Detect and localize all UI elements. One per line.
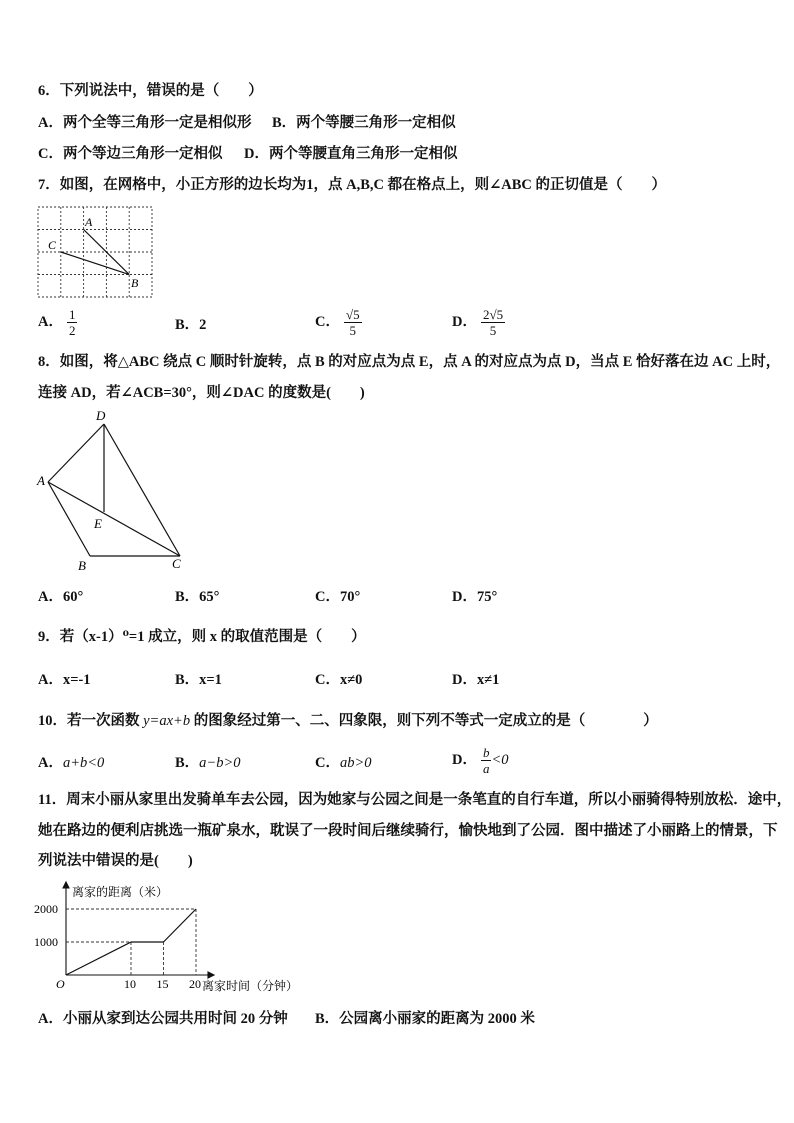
q9-option-d: D．x≠1 bbox=[452, 672, 500, 688]
q8-option-a: A．60° bbox=[38, 589, 84, 605]
xtick-label-10: 10 bbox=[124, 977, 136, 991]
q8-stem-line2: 连接 AD，若∠ACB=30°，则∠DAC 的度数是( ) bbox=[38, 385, 365, 401]
q6-stem: 6．下列说法中，错误的是（ ） bbox=[38, 83, 263, 99]
q8-stem-line1: 8．如图，将△ABC 绕点 C 顺时针旋转，点 B 的对应点为点 E，点 A 的对应点为点 D，当点 E 恰好落在边 AC 上时， bbox=[38, 354, 781, 370]
q10-option-c bbox=[315, 753, 372, 773]
q7-option-a-fraction bbox=[67, 307, 78, 338]
q10-option-a bbox=[38, 753, 104, 773]
ytick-label-1000: 1000 bbox=[34, 935, 58, 949]
q7-option-a-prefix: A． bbox=[38, 313, 63, 330]
q8-option-c: C．70° bbox=[315, 589, 361, 605]
q10-stem-post: 的图象经过第一、二、四象限，则下列不等式一定成立的是（ ） bbox=[190, 713, 658, 729]
q10-option-c-prefix: C． bbox=[315, 755, 340, 771]
q11-distance-time-chart bbox=[30, 878, 330, 1005]
q8-label-b: B bbox=[78, 558, 86, 573]
q10-stem bbox=[38, 711, 658, 731]
q7-option-c bbox=[315, 307, 362, 338]
q10-d-numerator: b bbox=[482, 745, 490, 760]
q6-option-c: C．两个等边三角形一定相似 bbox=[38, 146, 223, 162]
q9-option-c: C．x≠0 bbox=[315, 672, 363, 688]
q10-option-b-expr: a−b>0 bbox=[199, 755, 241, 771]
q7-option-d-fraction bbox=[481, 307, 505, 338]
q9-option-b: B．x=1 bbox=[175, 672, 222, 688]
chart-ylabel: 离家的距离（米） bbox=[72, 885, 169, 899]
ytick-label-2000: 2000 bbox=[34, 902, 58, 916]
q7-option-c-fraction bbox=[344, 307, 362, 338]
q10-stem-pre: 10．若一次函数 bbox=[38, 713, 144, 729]
q11-option-b: B．公园离小丽家的距离为 2000 米 bbox=[315, 1011, 535, 1027]
q6-option-a: A．两个全等三角形一定是相似形 bbox=[38, 115, 252, 131]
q7-label-c: C bbox=[48, 238, 57, 252]
q7-label-b: B bbox=[131, 276, 139, 290]
q11-option-a: A．小丽从家到达公园共用时间 20 分钟 bbox=[38, 1011, 288, 1027]
q7-a-denominator: 2 bbox=[68, 323, 76, 338]
q9-option-a: A．x=-1 bbox=[38, 672, 91, 688]
q7-option-a bbox=[38, 307, 77, 338]
q7-option-d-prefix: D． bbox=[452, 313, 477, 330]
q8-label-c: C bbox=[172, 556, 181, 571]
q10-option-a-prefix: A． bbox=[38, 755, 63, 771]
xtick-label-15: 15 bbox=[156, 977, 169, 991]
q11-stem-line2: 她在路边的便利店挑选一瓶矿泉水，耽误了一段时间后继续骑行，愉快地到了公园．图中描述了小丽路上的情景，下 bbox=[38, 823, 778, 839]
q7-a-numerator: 1 bbox=[68, 307, 76, 322]
q10-stem-formula: y=ax+b bbox=[143, 713, 191, 729]
q8-option-d: D．75° bbox=[452, 589, 498, 605]
q7-label-a: A bbox=[85, 215, 93, 229]
q6-option-d: D．两个等腰直角三角形一定相似 bbox=[244, 146, 458, 162]
q11-stem-line1: 11．周末小丽从家里出发骑单车去公园，因为她家与公园之间是一条笔直的自行车道，所以小丽骑得特别放松．途中， bbox=[38, 792, 792, 808]
q8-label-a: A bbox=[37, 473, 45, 488]
q10-option-d bbox=[452, 745, 509, 776]
xtick-label-20: 20 bbox=[189, 977, 201, 991]
q10-option-a-expr: a+b<0 bbox=[62, 755, 105, 771]
q7-option-b: B．2 bbox=[175, 317, 207, 333]
q8-label-e: E bbox=[94, 516, 102, 531]
series-segment-1 bbox=[66, 942, 131, 975]
chart-origin-label: O bbox=[56, 977, 65, 991]
q7-option-d bbox=[452, 307, 505, 338]
q10-d-denominator: a bbox=[482, 761, 490, 776]
q7-c-numerator: √5 bbox=[345, 307, 360, 322]
chart-xlabel: 离家时间（分钟） bbox=[202, 979, 299, 993]
q10-option-b-prefix: B． bbox=[175, 755, 200, 771]
q8-label-d: D bbox=[96, 408, 106, 423]
q8-option-b: B．65° bbox=[175, 589, 220, 605]
q10-option-b bbox=[175, 753, 241, 773]
q8-triangle-figure bbox=[36, 406, 196, 579]
q11-stem-line3: 列说法中错误的是( ) bbox=[38, 853, 193, 869]
q7-d-numerator: 2√5 bbox=[482, 307, 504, 322]
q6-option-b: B．两个等腰三角形一定相似 bbox=[272, 115, 456, 131]
q7-d-denominator: 5 bbox=[489, 323, 497, 338]
q10-option-d-prefix: D． bbox=[452, 751, 477, 768]
q9-stem: 9．若（x-1）⁰=1 成立，则 x 的取值范围是（ ） bbox=[38, 629, 366, 645]
q7-stem: 7．如图，在网格中，小正方形的边长均为1，点 A,B,C 都在格点上，则∠ABC 的正切值是（ ） bbox=[38, 177, 666, 193]
q7-c-denominator: 5 bbox=[349, 323, 357, 338]
q10-option-c-expr: ab>0 bbox=[339, 755, 372, 771]
q7-grid-figure bbox=[36, 205, 156, 306]
q10-option-d-fraction bbox=[481, 745, 492, 776]
q7-option-c-prefix: C． bbox=[315, 313, 340, 330]
q10-d-tail: <0 bbox=[491, 751, 509, 768]
series-segment-3 bbox=[164, 909, 197, 942]
